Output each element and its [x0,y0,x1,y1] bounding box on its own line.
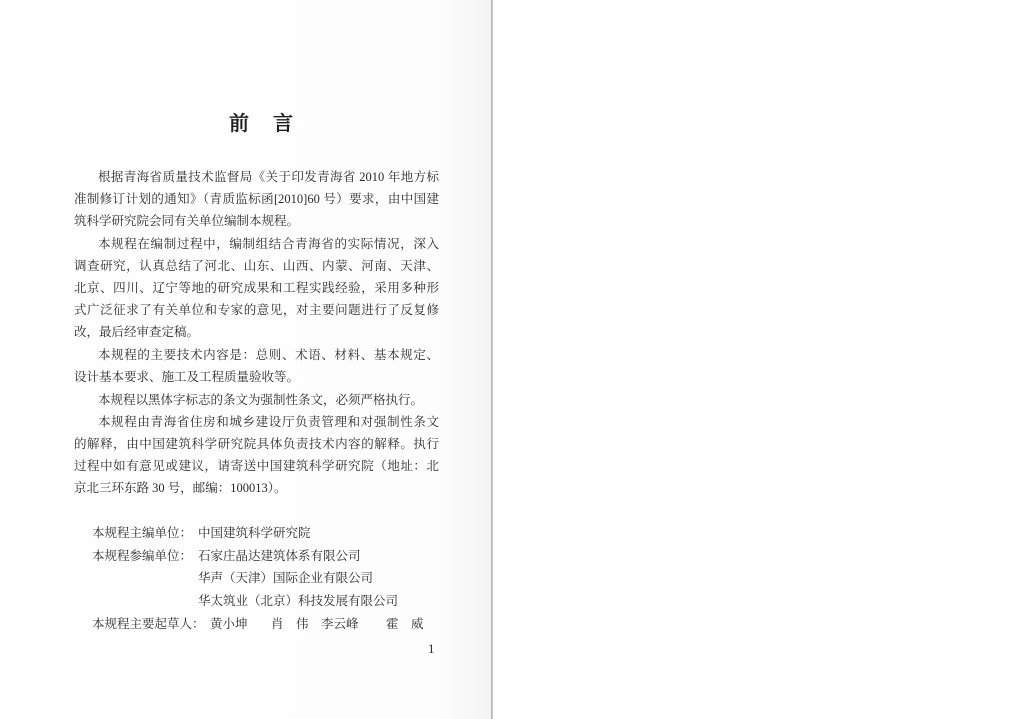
paragraph-line: 根据青海省质量技术监督局《关于印发青海省 2010 年地方标 [98,170,439,184]
paragraph-line: 准制修订计划的通知》（青质监标函[2010]60 号）要求，由中国建 [74,192,439,206]
drafter-name: 霍 威 [386,617,424,631]
paragraph-line: 式广泛征求了有关单位和专家的意见，对主要问题进行了反复修 [74,303,439,317]
paragraph-line: 的解释，由中国建筑科学研究院具体负责技术内容的解释。执行 [74,437,439,451]
drafters-label: 本规程主要起草人： [92,617,205,631]
participant-value: 华声（天津）国际企业有限公司 [198,571,374,585]
participants-label: 本规程参编单位： [92,549,193,563]
paragraph-line: 本规程由青海省住房和城乡建设厅负责管理和对强制性条文 [98,415,439,429]
participants-row [92,548,361,564]
participant-value: 石家庄晶达建筑体系有限公司 [198,549,361,563]
right-page-blank [493,0,1024,719]
chief-editor-label: 本规程主编单位： [92,526,193,540]
chief-editor-value: 中国建筑科学研究院 [198,526,311,540]
drafter-name: 李云峰 [321,617,359,631]
drafter-name: 黄小坤 [210,617,248,631]
paragraph-line: 过程中如有意见或建议，请寄送中国建筑科学研究院（地址：北 [74,459,439,473]
paragraph-line: 筑科学研究院会同有关单位编制本规程。 [74,214,300,228]
paragraph-line: 本规程在编制过程中，编制组结合青海省的实际情况，深入 [98,237,439,251]
drafters-row [92,616,432,632]
paragraph-line: 设计基本要求、施工及工程质量验收等。 [74,370,300,384]
paragraph-line: 京北三环东路 30 号，邮编：100013）。 [74,481,287,495]
left-page [0,0,491,719]
drafter-name: 肖 伟 [271,617,309,631]
paragraph-line: 调查研究，认真总结了河北、山东、山西、内蒙、河南、天津、 [74,259,439,273]
paragraph-line: 本规程的主要技术内容是：总则、术语、材料、基本规定、 [98,348,439,362]
paragraph-line: 改，最后经审查定稿。 [74,325,200,339]
participant-value: 华太筑业（北京）科技发展有限公司 [198,594,399,608]
page-number: 1 [428,641,435,656]
chief-editor-row [92,525,311,541]
paragraph-line: 本规程以黑体字标志的条文为强制性条文，必须严格执行。 [98,393,424,407]
page-title: 前 言 [229,113,295,135]
paragraph-line: 北京、四川、辽宁等地的研究成果和工程实践经验，采用多种形 [74,281,439,295]
